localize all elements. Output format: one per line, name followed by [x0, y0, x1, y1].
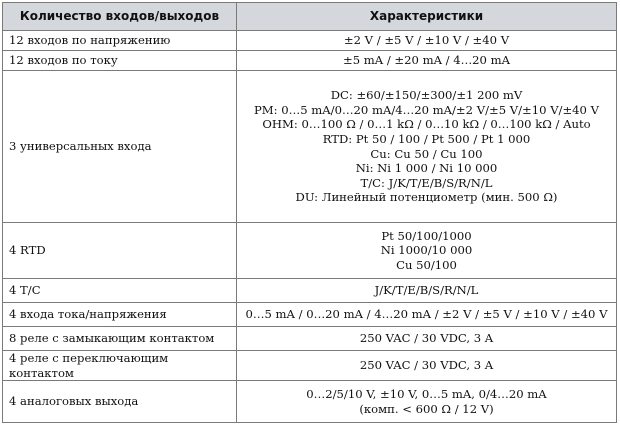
- table-row: [3, 327, 617, 351]
- spec-line: T/C: J/K/T/E/B/S/R/N/L: [360, 175, 493, 190]
- table-row: [3, 31, 617, 51]
- table-row: [3, 303, 617, 327]
- row-specs: [237, 71, 617, 223]
- spec-line: 250 VAC / 30 VDC, 3 A: [359, 331, 494, 346]
- spec-line: Ni: Ni 1 000 / Ni 10 000: [355, 161, 498, 176]
- spec-line: ±2 V / ±5 V / ±10 V / ±40 V: [343, 33, 510, 48]
- table-row: [3, 223, 617, 279]
- row-specs: [237, 31, 617, 51]
- row-specs: [237, 327, 617, 351]
- row-label: 4 входа тока/напряжения: [3, 303, 237, 327]
- spec-line: Ni 1000/10 000: [380, 243, 473, 258]
- row-label: 4 реле с переключающим контактом: [3, 351, 237, 381]
- row-specs: [237, 351, 617, 381]
- spec-line: 0…5 mA / 0…20 mA / 4…20 mA / ±2 V / ±5 V / ±10 V / ±40 V: [245, 307, 608, 322]
- table-row: [3, 351, 617, 381]
- table-header-row: [3, 3, 617, 31]
- row-specs: [237, 223, 617, 279]
- spec-line: J/K/T/E/B/S/R/N/L: [374, 283, 479, 298]
- io-spec-table: [2, 2, 617, 423]
- row-label: 12 входов по напряжению: [3, 31, 237, 51]
- row-label: 4 T/C: [3, 279, 237, 303]
- column-header-specs: Характеристики: [237, 3, 617, 31]
- spec-line: Cu: Cu 50 / Cu 100: [370, 146, 483, 161]
- spec-line: DC: ±60/±150/±300/±1 200 mV: [330, 88, 523, 103]
- spec-line: 250 VAC / 30 VDC, 3 A: [359, 358, 494, 373]
- table-row: [3, 71, 617, 223]
- spec-line: PM: 0…5 mA/0…20 mA/4…20 mA/±2 V/±5 V/±10 V/±40 V: [254, 102, 599, 117]
- row-label: 4 аналоговых выхода: [3, 381, 237, 423]
- row-label: 8 реле с замыкающим контактом: [3, 327, 237, 351]
- row-specs: [237, 381, 617, 423]
- spec-line: Cu 50/100: [396, 257, 457, 272]
- row-specs: [237, 279, 617, 303]
- table-row: [3, 381, 617, 423]
- spec-line: 0…2/5/10 V, ±10 V, 0…5 mA, 0/4…20 mA: [306, 387, 547, 402]
- spec-line: OHM: 0…100 Ω / 0…1 kΩ / 0…10 kΩ / 0…100 kΩ / Auto: [262, 117, 591, 132]
- row-label: 3 универсальных входа: [3, 71, 237, 223]
- table-row: [3, 279, 617, 303]
- spec-line: (комп. < 600 Ω / 12 V): [359, 401, 494, 416]
- spec-line: Pt 50/100/1000: [381, 228, 472, 243]
- table-row: [3, 51, 617, 71]
- row-specs: [237, 51, 617, 71]
- spec-line: RTD: Pt 50 / 100 / Pt 500 / Pt 1 000: [322, 131, 531, 146]
- spec-line: ±5 mA / ±20 mA / 4…20 mA: [343, 53, 510, 68]
- spec-line: DU: Линейный потенциометр (мин. 500 Ω): [295, 190, 558, 205]
- row-label: 12 входов по току: [3, 51, 237, 71]
- row-label: 4 RTD: [3, 223, 237, 279]
- column-header-io-count: Количество входов/выходов: [3, 3, 237, 31]
- row-specs: [237, 303, 617, 327]
